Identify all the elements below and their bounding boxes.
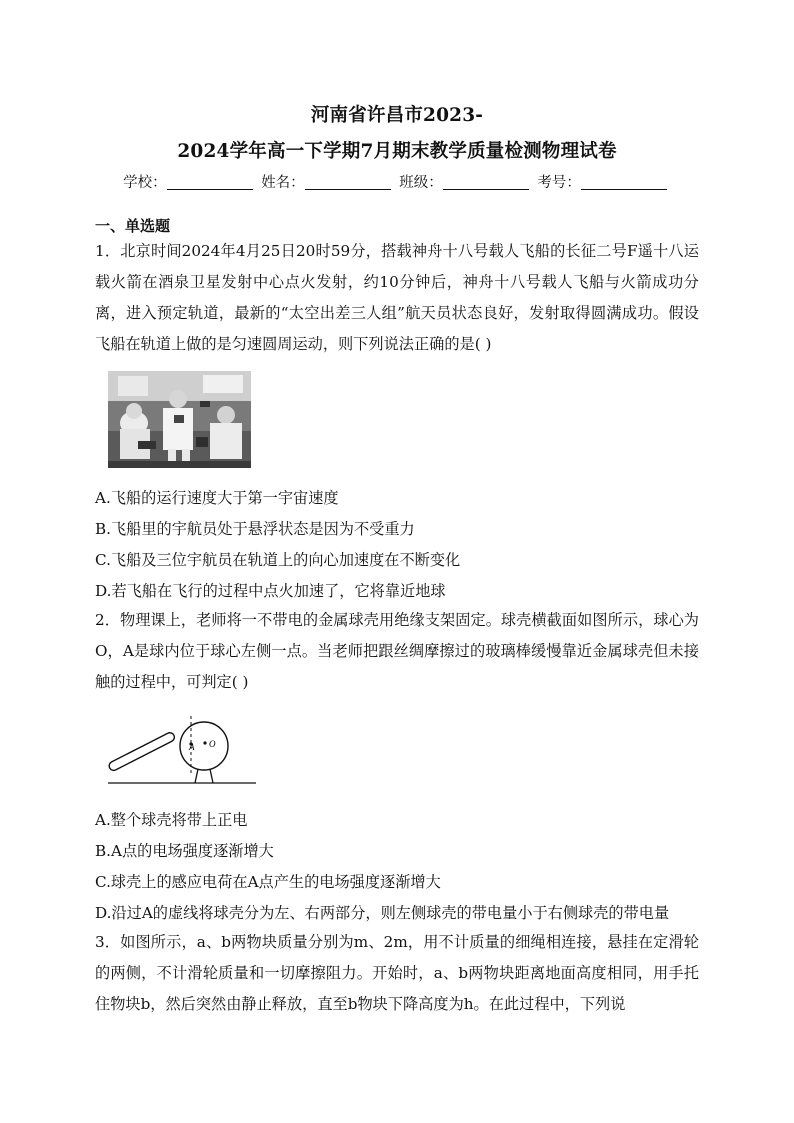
question-1-option-a: A.飞船的运行速度大于第一宇宙速度: [95, 489, 339, 507]
section-heading: 一、单选题: [95, 217, 171, 235]
name-label: 姓名：: [261, 175, 305, 191]
question-1-option-b: B.飞船里的宇航员处于悬浮状态是因为不受重力: [95, 520, 415, 538]
question-2-option-a: A.整个球壳将带上正电: [95, 811, 248, 829]
question-2-option-b: B.A点的电场强度逐渐增大: [95, 842, 274, 860]
school-label: 学校：: [123, 175, 167, 191]
exam-number-label: 考号：: [537, 175, 581, 191]
exam-number-blank[interactable]: [581, 175, 667, 190]
question-1-option-d: D.若飞船在飞行的过程中点火加速了，它将靠近地球: [95, 582, 446, 600]
class-label: 班级：: [399, 175, 443, 191]
question-1-option-c: C.飞船及三位宇航员在轨道上的向心加速度在不断变化: [95, 551, 461, 569]
question-2-option-d: D.沿过A的虚线将球壳分为左、右两部分，则左侧球壳的带电量小于右侧球壳的带电量: [95, 904, 670, 922]
class-blank[interactable]: [443, 175, 529, 190]
point-o-label: O: [209, 739, 216, 749]
metal-shell-diagram: [106, 712, 258, 788]
metal-shell: [180, 722, 228, 770]
metal-shell-figure: [106, 712, 258, 788]
astronaut-photo-image: [108, 371, 251, 468]
exam-title-line-1: 河南省许昌市2023-: [310, 105, 484, 126]
question-3-stem: 3．如图所示，a、b两物块质量分别为m、2m，用不计质量的细绳相连接，悬挂在定滑轮的两侧，不计滑轮质量和一切摩擦阻力。开始时，a、b两物块距离地面高度相同，用手托住物块b，然后突然由静止释放，直至b物块下降高度为h。在此过程中，下列说: [95, 933, 699, 1013]
question-2-option-c: C.球壳上的感应电荷在A点产生的电场强度逐渐增大: [95, 873, 441, 891]
student-info-row: [0, 171, 794, 192]
name-blank[interactable]: [305, 175, 391, 190]
school-blank[interactable]: [167, 175, 253, 190]
question-1-stem: 1．北京时间2024年4月25日20时59分，搭载神舟十八号载人飞船的长征二号F遥十八运载火箭在酒泉卫星发射中心点火发射，约10分钟后，神舟十八号载人飞船与火箭成功分离，进入预定轨道，最新的“太空出差三人组”航天员状态良好，发射取得圆满成功。假设飞船在轨道上做的是匀速圆周运动，则下列说法正确的是( ): [95, 242, 699, 353]
astronaut-photo: [108, 371, 251, 468]
glass-rod: [108, 731, 176, 772]
exam-title-line-2: 2024学年高一下学期7月期末教学质量检测物理试卷: [177, 141, 617, 162]
question-2-stem: 2．物理课上，老师将一不带电的金属球壳用绝缘支架固定。球壳横截面如图所示，球心为O，A是球内位于球心左侧一点。当老师把跟丝绸摩擦过的玻璃棒缓慢靠近金属球壳但未接触的过程中，可判定( ): [95, 611, 699, 691]
point-a-label: A: [189, 742, 195, 752]
